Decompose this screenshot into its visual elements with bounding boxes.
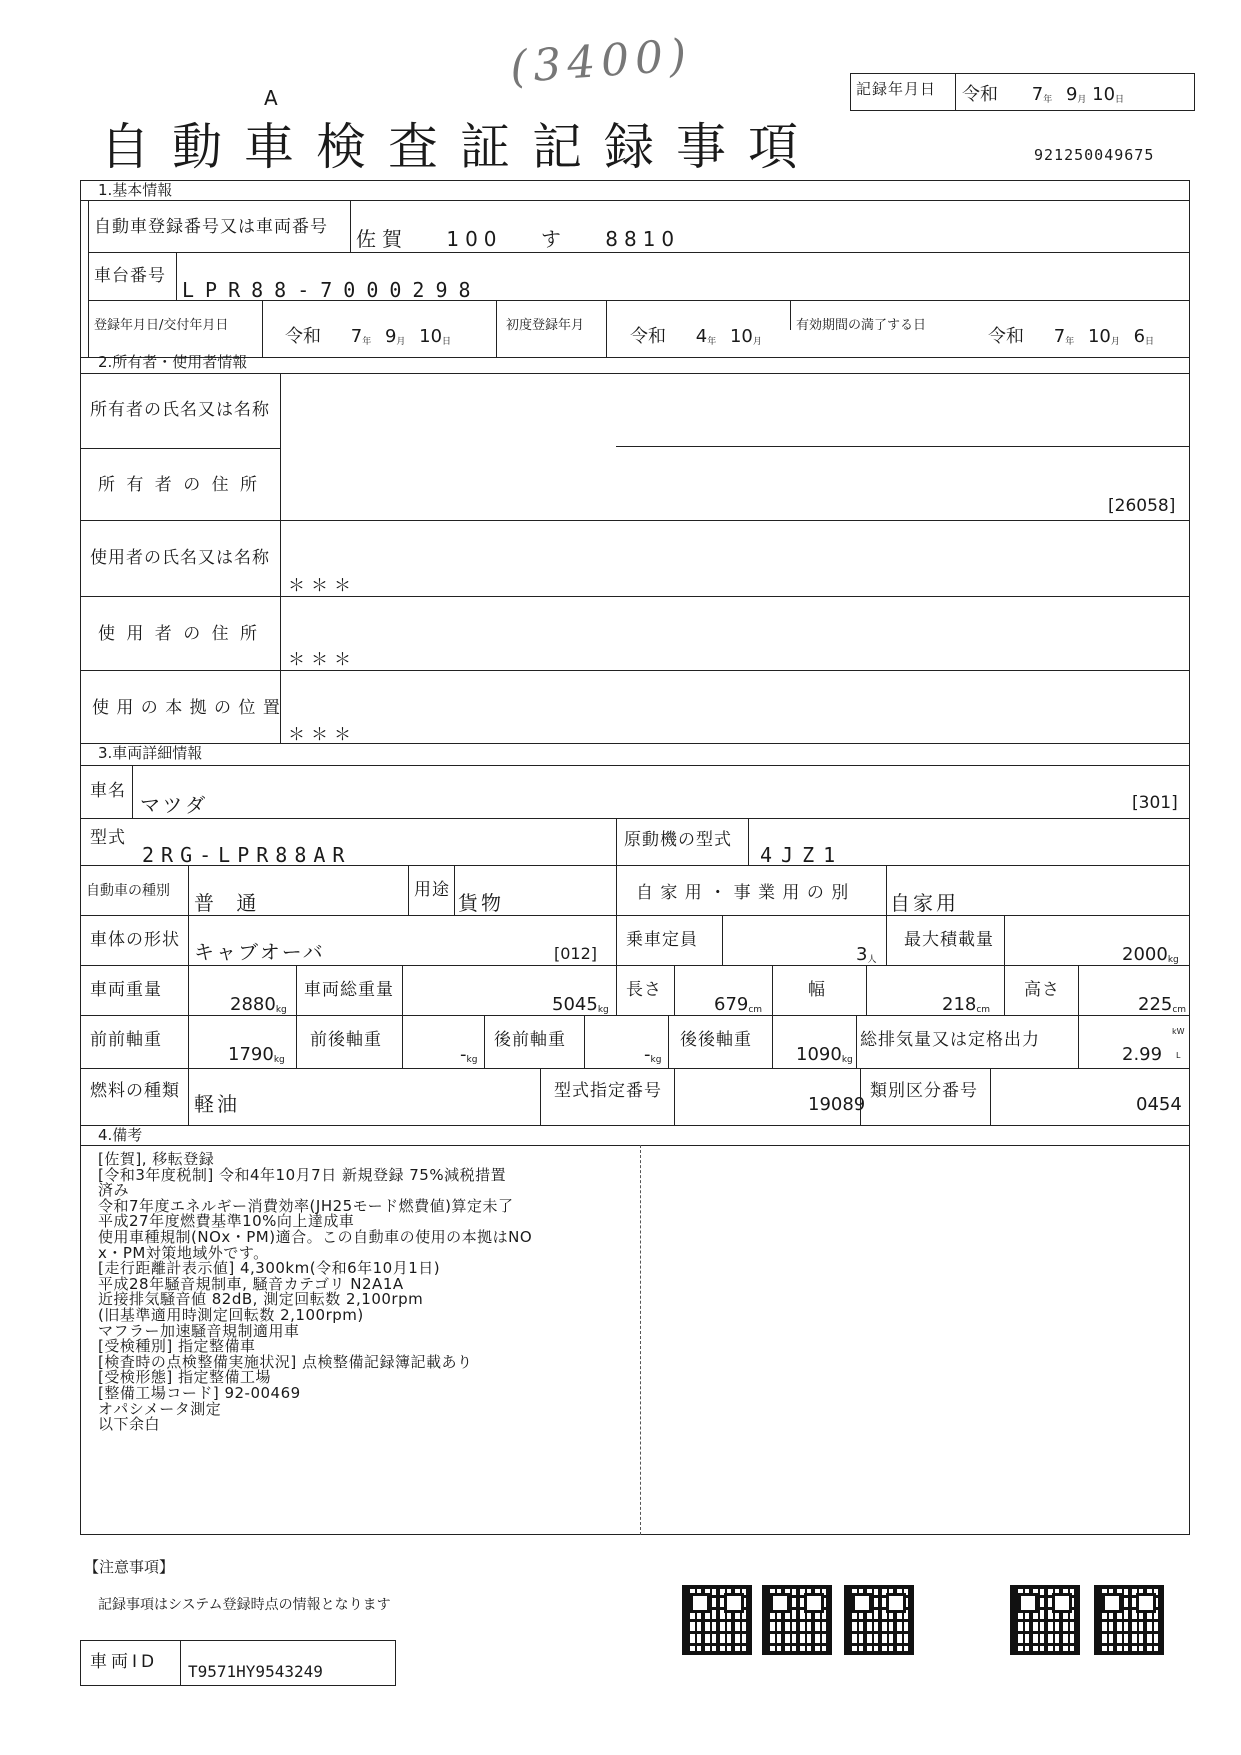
- rf-axle: -kg: [644, 1044, 662, 1065]
- remark-line: 令和7年度エネルギー消費効率(JH25モード燃費値)算定未了: [98, 1196, 514, 1215]
- handwritten-mark: (3400): [508, 29, 694, 94]
- first-reg-label: 初度登録年月: [506, 318, 585, 333]
- class-no-label: 類別区分番号: [870, 1081, 978, 1101]
- remark-line: [佐賀], 移転登録: [98, 1150, 215, 1168]
- owner-addr-label: 所 有 者 の 住 所: [98, 475, 261, 495]
- engine-label: 原動機の型式: [624, 830, 732, 850]
- remark-line: マフラー加速騒音規制適用車: [98, 1321, 300, 1340]
- record-date-label: 記録年月日: [856, 80, 937, 98]
- width-label: 幅: [808, 980, 826, 1000]
- chassis-label: 車台番号: [94, 266, 166, 286]
- kind-label: 自動車の種別: [86, 883, 170, 899]
- height-label: 高さ: [1024, 980, 1060, 1000]
- length: 679cm: [714, 994, 763, 1015]
- page-title: 自動車検査証記録事項: [100, 118, 820, 176]
- notice-heading: 【注意事項】: [84, 1558, 175, 1576]
- owner-name-label: 所有者の氏名又は名称: [90, 400, 270, 420]
- record-date: 令和 7年 9月 10日: [962, 84, 1125, 105]
- remark-line: [走行距離計表示値] 4,300km(令和6年10月1日): [98, 1259, 441, 1278]
- max-load-label: 最大積載量: [904, 930, 994, 950]
- use-label: 用途: [414, 880, 450, 900]
- ff-axle: 1790kg: [228, 1044, 285, 1065]
- form-variant: A: [264, 86, 278, 110]
- rf-axle-label: 後前軸重: [494, 1030, 566, 1050]
- car-name-code: [301]: [1132, 793, 1178, 813]
- chassis: LPR88-7000298: [182, 278, 482, 302]
- remark-line: 以下余白: [98, 1415, 161, 1434]
- reg-date: 令和 7年 9月 10日: [285, 326, 452, 347]
- type-no: 19089: [808, 1094, 866, 1115]
- fuel: 軽油: [194, 1092, 240, 1116]
- remark-line: 近接排気騒音値 82dB, 測定回転数 2,100rpm: [98, 1290, 424, 1309]
- private-label: 自 家 用 ・ 事 業 用 の 別: [636, 883, 850, 903]
- remark-line: [検査時の点検整備実施状況] 点検整備記録簿記載あり: [98, 1352, 473, 1371]
- remark-line: 平成28年騒音規制車, 騒音カテゴリ N2A1A: [98, 1274, 404, 1293]
- remark-line: [整備工場コード] 92-00469: [98, 1383, 301, 1402]
- type-no-label: 型式指定番号: [554, 1081, 662, 1101]
- ff-axle-label: 前前軸重: [90, 1030, 162, 1050]
- base-label: 使 用 の 本 拠 の 位 置: [92, 698, 281, 718]
- body-code: [012]: [554, 944, 598, 963]
- height: 225cm: [1138, 994, 1187, 1015]
- remark-line: 使用車種規制(NOx・PM)適合。この自動車の使用の本拠はNO: [98, 1227, 533, 1246]
- use: 貨物: [458, 891, 504, 915]
- qr-code-5: [1094, 1585, 1164, 1655]
- expiry-label: 有効期間の満了する日: [796, 318, 927, 333]
- remark-line: オパシメータ測定: [98, 1399, 222, 1418]
- weight-label: 車両重量: [90, 980, 162, 1000]
- displacement-unit-l: L: [1176, 1051, 1181, 1060]
- reg-no: 佐賀 100 す 8810: [356, 227, 681, 251]
- remark-line: 済み: [98, 1181, 130, 1200]
- class-no: 0454: [1136, 1094, 1182, 1115]
- car-name: マツダ: [140, 793, 209, 817]
- vehicle-id: T9571HY9543249: [188, 1662, 323, 1681]
- reg-date-label: 登録年月日/交付年月日: [94, 318, 229, 333]
- fr-axle: -kg: [460, 1044, 478, 1065]
- displacement-unit-kw: kW: [1172, 1027, 1185, 1036]
- weight: 2880kg: [230, 994, 287, 1015]
- model: 2RG-LPR88AR: [142, 843, 352, 867]
- displacement-label: 総排気量又は定格出力: [860, 1030, 1040, 1050]
- user-name: ＊＊＊: [288, 576, 357, 596]
- body-label: 車体の形状: [90, 930, 180, 950]
- section3-heading: 3.車両詳細情報: [98, 744, 203, 762]
- width: 218cm: [942, 994, 991, 1015]
- remarks-list: [98, 1152, 532, 1433]
- rr-axle-label: 後後軸重: [680, 1030, 752, 1050]
- notice-text: 記録事項はシステム登録時点の情報となります: [98, 1597, 391, 1613]
- section1-heading: 1.基本情報: [98, 181, 173, 199]
- owner-addr-code: [26058]: [1108, 496, 1176, 516]
- base: ＊＊＊: [288, 725, 357, 745]
- user-name-label: 使用者の氏名又は名称: [90, 548, 270, 568]
- capacity-label: 乗車定員: [626, 930, 698, 950]
- qr-code-3: [844, 1585, 914, 1655]
- remark-line: [受検種別] 指定整備車: [98, 1337, 256, 1356]
- qr-code-1: [682, 1585, 752, 1655]
- gross: 5045kg: [552, 994, 609, 1015]
- private: 自家用: [890, 891, 959, 915]
- capacity: 3人: [856, 944, 877, 965]
- fuel-label: 燃料の種類: [90, 1081, 180, 1101]
- reg-no-label: 自動車登録番号又は車両番号: [94, 217, 328, 237]
- length-label: 長さ: [626, 980, 662, 1000]
- displacement: 2.99: [1122, 1044, 1163, 1065]
- remark-line: [受検形態] 指定整備工場: [98, 1368, 271, 1387]
- body: キャブオーバ: [194, 940, 325, 964]
- remark-line: x・PM対策地域外です。: [98, 1243, 269, 1262]
- remark-line: 平成27年度燃費基準10%向上達成車: [98, 1212, 355, 1231]
- fr-axle-label: 前後軸重: [310, 1030, 382, 1050]
- vehicle-id-label: 車両ID: [90, 1652, 159, 1672]
- engine: 4JZ1: [760, 843, 845, 867]
- user-addr: ＊＊＊: [288, 650, 357, 670]
- doc-number: 921250049675: [1034, 146, 1155, 164]
- qr-code-2: [762, 1585, 832, 1655]
- section2-heading: 2.所有者・使用者情報: [98, 353, 248, 371]
- section4-heading: 4.備考: [98, 1126, 143, 1144]
- remark-line: [令和3年度税制] 令和4年10月7日 新規登録 75%減税措置: [98, 1165, 507, 1184]
- rr-axle: 1090kg: [796, 1044, 853, 1065]
- user-addr-label: 使 用 者 の 住 所: [98, 624, 261, 644]
- car-name-label: 車名: [90, 781, 126, 801]
- gross-label: 車両総重量: [304, 980, 394, 1000]
- model-label: 型式: [90, 828, 126, 848]
- first-reg: 令和 4年 10月: [630, 326, 762, 347]
- remark-line: (旧基準適用時測定回転数 2,100rpm): [98, 1305, 364, 1324]
- kind: 普 通: [194, 891, 265, 915]
- qr-code-4: [1010, 1585, 1080, 1655]
- max-load: 2000kg: [1122, 944, 1179, 965]
- expiry: 令和 7年 10月 6日: [988, 326, 1155, 347]
